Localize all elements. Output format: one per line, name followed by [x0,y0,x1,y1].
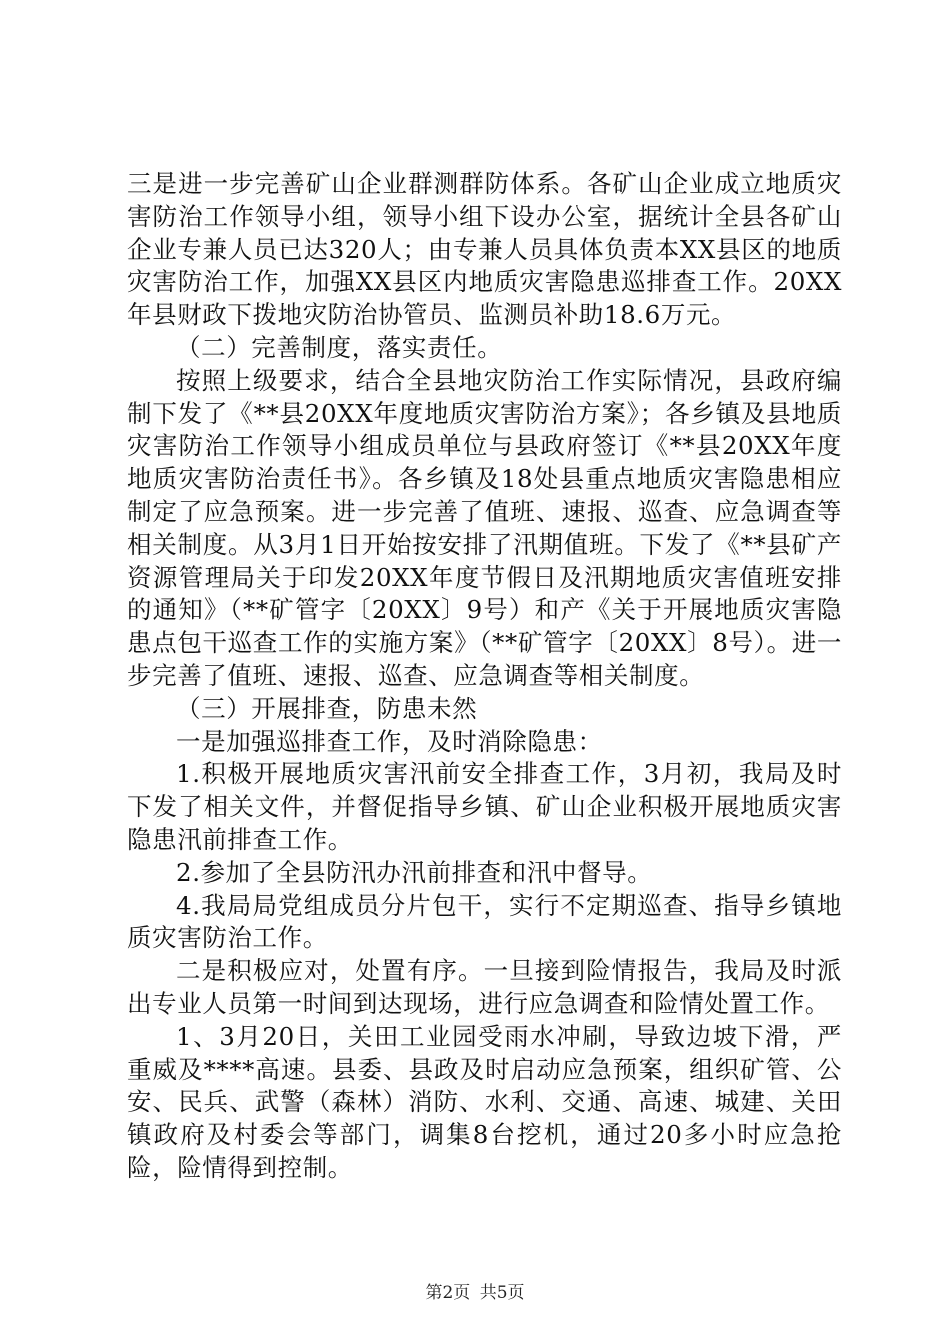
paragraph-emergency-response: 二是积极应对，处置有序。一旦接到险情报告，我局及时派出专业人员第一时间到达现场，进行应急调查和险情处置工作。 [127,956,842,1018]
document-body [127,168,842,1185]
page-footer [0,1282,950,1304]
list-item-4: 4.我局局党组成员分片包干，实行不定期巡查、指导乡镇地质灾害防治工作。 [127,890,842,953]
list-item-2: 2.参加了全县防汛办汛前排查和汛中督导。 [176,857,653,887]
page-total: 共5页 [479,1283,525,1303]
list-item-1: 1.积极开展地质灾害汛前安全排查工作，3月初，我局及时下发了相关文件，并督促指导乡镇、矿山企业积极开展地质灾害隐患汛前排查工作。 [127,759,842,854]
paragraph-regulations: 按照上级要求，结合全县地灾防治工作实际情况，县政府编制下发了《**县20XX年度地质灾害防治方案》；各乡镇及县地质灾害防治工作领导小组成员单位与县政府签订《**县20XX年度地质灾害防治责任书》。各乡镇及18处县重点地质灾害隐患相应制定了应急预案。进一步完善了值班、速报、巡查、应急调查等相关制度。从3月1日开始按安排了汛期值班。下发了《**县矿产资源管理局关于印发20XX年度节假日及汛期地质灾害值班安排的通知》（**矿管字〔20XX〕9号）和产《关于开展地质灾害隐患点包干巡查工作的实施方案》（**矿管字〔20XX〕8号）。进一步完善了值班、速报、巡查、应急调查等相关制度。 [127,365,842,690]
section-heading-2: （二）完善制度，落实责任。 [176,332,503,362]
page-number: 第2页 [425,1283,471,1303]
paragraph-incident-march20: 1、3月20日，关田工业园受雨水冲刷，导致边坡下滑，严重威及****高速。县委、县政及时启动应急预案，组织矿管、公安、民兵、武警（森林）消防、水利、交通、高速、城建、关田镇政府及村委会等部门，调集8台挖机，通过20多小时应急抢险，险情得到控制。 [127,1021,842,1182]
section-heading-3: （三）开展排查，防患未然 [176,693,478,723]
paragraph-mine-monitoring: 三是进一步完善矿山企业群测群防体系。各矿山企业成立地质灾害防治工作领导小组，领导小组下设办公室，据统计全县各矿山企业专兼人员已达320人；由专兼人员具体负责本XX县区的地质灾害防治工作，加强XX县区内地质灾害隐患巡排查工作。20XX年县财政下拨地灾防治协管员、监测员补助18.6万元。 [127,169,842,330]
paragraph-inspection-intro: 一是加强巡排查工作，及时消除隐患： [176,726,603,756]
